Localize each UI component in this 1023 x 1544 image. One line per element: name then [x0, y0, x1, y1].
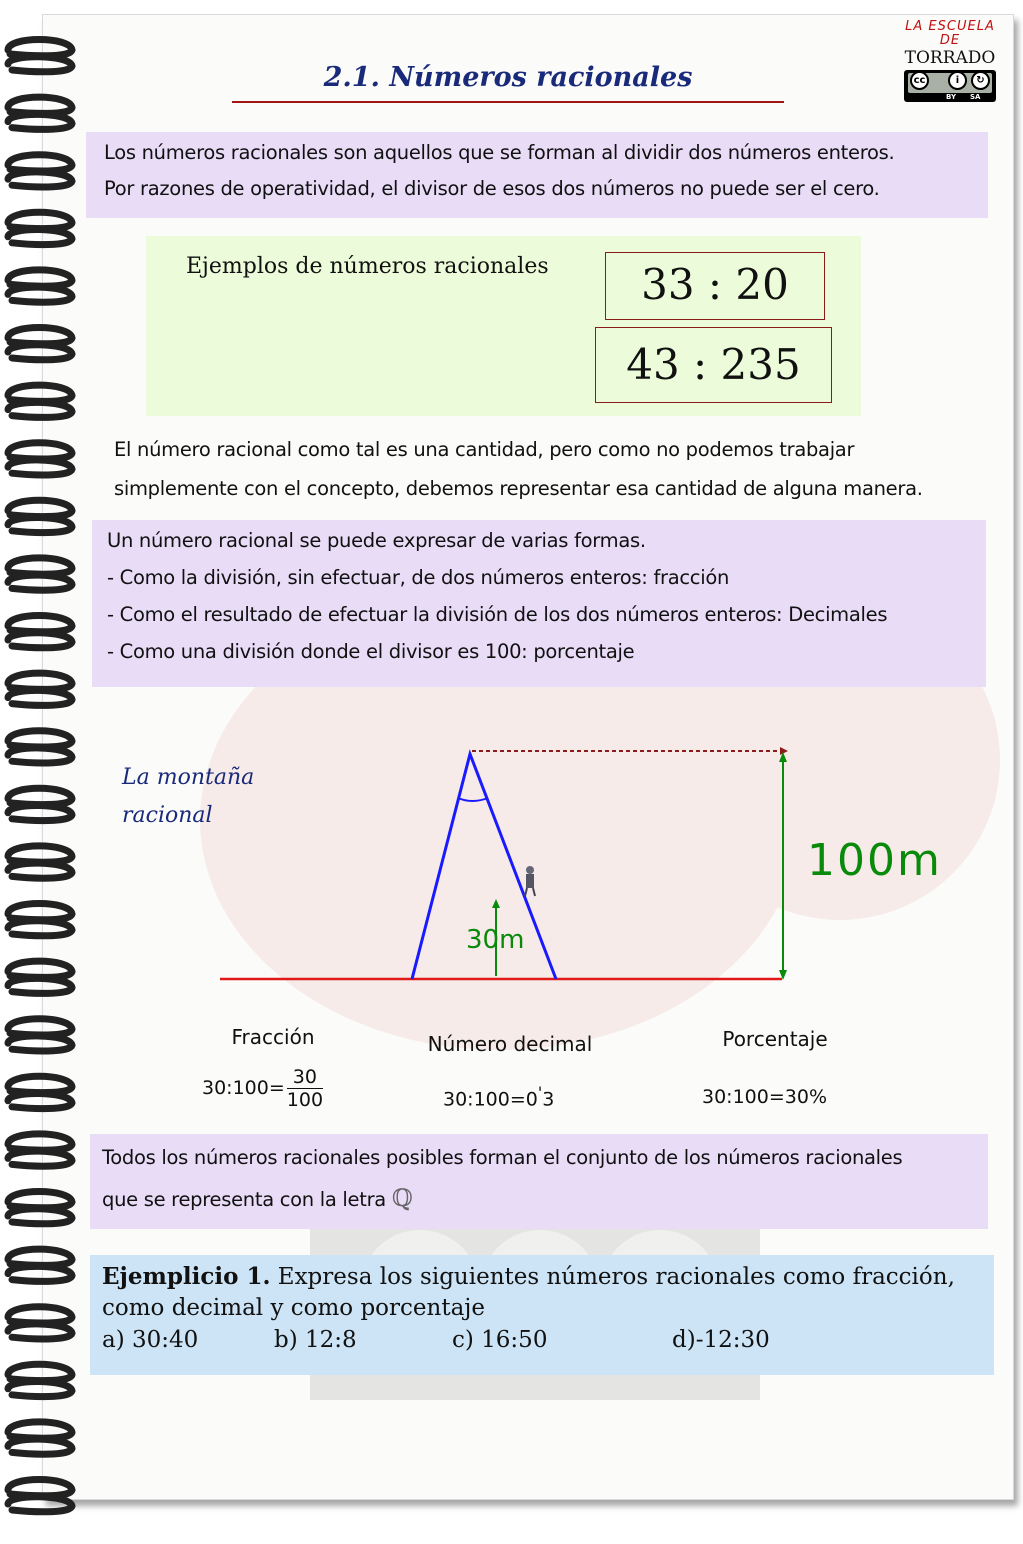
decimal-value-frac: 3 [542, 1088, 555, 1111]
exercise-text-2: como decimal y como porcentaje [102, 1295, 486, 1321]
examples-label: Ejemplos de números racionales [186, 254, 549, 279]
concept-line-2: simplemente con el concepto, debemos representar esa cantidad de alguna manera. [114, 477, 923, 500]
school-logo [900, 20, 1000, 118]
logo-line-3: TORRADO [904, 48, 996, 68]
fraction-numerator: 30 [287, 1066, 323, 1089]
sa-icon: ↻ [971, 71, 990, 90]
forms-item-decimal: - Como el resultado de efectuar la división de los dos números enteros: Decimales [107, 603, 888, 626]
spiral-ring [8, 673, 72, 705]
spiral-ring [8, 616, 72, 648]
cc-icon: cc [910, 71, 929, 90]
spiral-ring [8, 212, 72, 244]
spiral-ring [8, 1192, 72, 1224]
spiral-ring [8, 1480, 72, 1512]
forms-item-fraction: - Como la división, sin efectuar, de dos números enteros: fracción [107, 566, 730, 589]
climber-label: 30m [466, 925, 525, 955]
forms-intro: Un número racional se puede expresar de varias formas. [107, 529, 646, 552]
fraction-prefix: 30:100= [202, 1077, 285, 1099]
spiral-ring [8, 270, 72, 302]
set-line-1: Todos los números racionales posibles forman el conjunto de los números racionales [102, 1146, 903, 1169]
spiral-ring [8, 1249, 72, 1281]
spiral-binding [0, 0, 90, 1544]
spiral-ring [8, 1364, 72, 1396]
spiral-ring [8, 97, 72, 129]
spiral-ring [8, 1019, 72, 1051]
exercise-box [90, 1255, 994, 1375]
exercise-item-d: d)-12:30 [672, 1327, 770, 1353]
exercise-item-b: b) 12:8 [274, 1327, 357, 1353]
spiral-ring [8, 788, 72, 820]
exercise-heading: Ejemplicio 1. [102, 1263, 271, 1290]
decimal-mark: ' [537, 1083, 543, 1102]
decimal-value-int: 30:100=0 [443, 1088, 538, 1111]
spiral-ring [8, 558, 72, 590]
spiral-ring [8, 1076, 72, 1108]
decimal-value [443, 1083, 554, 1110]
fraction-title: Fracción [231, 1025, 315, 1049]
fraction-expression [202, 1066, 323, 1111]
spiral-ring [8, 385, 72, 417]
definition-line-1: Los números racionales son aquellos que se forman al dividir dos números enteros. [104, 141, 895, 164]
license-sa: SA [970, 93, 981, 101]
definition-line-2: Por razones de operatividad, el divisor de esos dos números no puede ser el cero. [104, 177, 880, 200]
exercise-item-a: a) 30:40 [102, 1327, 199, 1353]
page-title: 2.1. Números racionales [232, 62, 784, 103]
exercise-item-c: c) 16:50 [452, 1327, 548, 1353]
logo-line-1: LA ESCUELA [905, 19, 995, 34]
climber-icon [525, 866, 535, 896]
forms-item-percent: - Como una división donde el divisor es 100: porcentaje [107, 640, 635, 663]
spiral-ring [8, 443, 72, 475]
set-line-2-text: que se representa con la letra [102, 1188, 386, 1211]
example-2: 43 : 235 [595, 327, 832, 403]
mountain-caption-line-1: La montaña [122, 765, 255, 790]
spiral-ring [8, 846, 72, 878]
percent-title: Porcentaje [722, 1027, 828, 1051]
decimal-title: Número decimal [427, 1032, 593, 1056]
spiral-ring [8, 961, 72, 993]
example-1: 33 : 20 [605, 252, 825, 320]
mountain-caption-line-2: racional [122, 803, 213, 828]
forms-box [92, 520, 986, 687]
summit-angle-mark [458, 798, 488, 801]
spiral-ring [8, 1307, 72, 1339]
exercise-line-1 [102, 1263, 955, 1290]
fraction-value [287, 1066, 323, 1111]
spiral-ring [8, 40, 72, 72]
exercise-text-1: Expresa los siguientes números racionales como fracción, [277, 1264, 955, 1290]
spiral-ring [8, 328, 72, 360]
height-label: 100m [807, 835, 942, 886]
spiral-ring [8, 1134, 72, 1166]
by-icon: i [948, 71, 967, 90]
spiral-ring [8, 155, 72, 187]
spiral-ring [8, 731, 72, 763]
set-line-2 [102, 1184, 412, 1212]
cc-license-badge [904, 70, 996, 102]
percent-value: 30:100=30% [702, 1086, 827, 1108]
rational-set-symbol: ℚ [391, 1184, 413, 1212]
logo-line-2: DE [939, 33, 961, 48]
spiral-ring [8, 1422, 72, 1454]
definition-box [86, 132, 988, 218]
fraction-denominator: 100 [286, 1089, 324, 1111]
spiral-ring [8, 500, 72, 532]
concept-line-1: El número racional como tal es una cantidad, pero como no podemos trabajar [114, 438, 855, 461]
license-by: BY [946, 93, 957, 101]
spiral-ring [8, 904, 72, 936]
set-box [90, 1134, 988, 1229]
